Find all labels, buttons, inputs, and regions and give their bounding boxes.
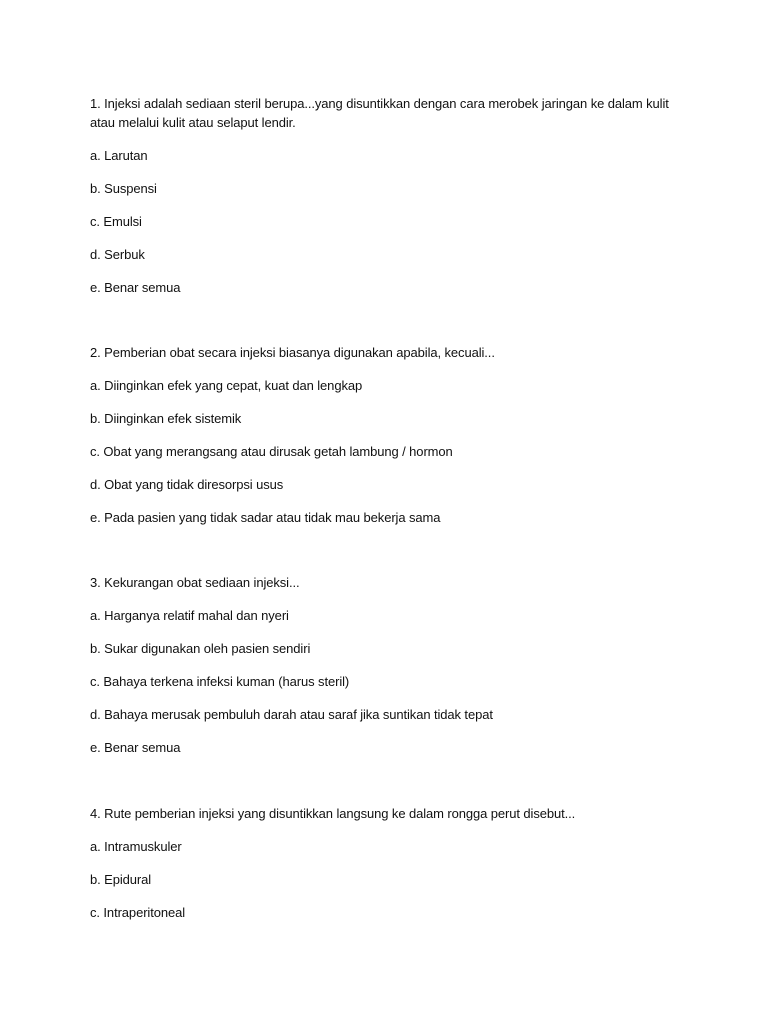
question-1-option-d: d. Serbuk bbox=[90, 247, 145, 262]
question-2-option-c: c. Obat yang merangsang atau dirusak getah lambung / hormon bbox=[90, 444, 453, 459]
question-2-option-a: a. Diinginkan efek yang cepat, kuat dan lengkap bbox=[90, 378, 363, 393]
question-4-option-c: c. Intraperitoneal bbox=[90, 905, 186, 920]
question-3-option-e: e. Benar semua bbox=[90, 740, 181, 755]
question-1-text: 1. Injeksi adalah sediaan steril berupa...yang disuntikkan dengan cara merobek jaringan ke dalam kulit atau melalui kulit atau selaput lendir. bbox=[90, 96, 669, 130]
question-3-text: 3. Kekurangan obat sediaan injeksi... bbox=[90, 575, 300, 590]
question-2-option-e: e. Pada pasien yang tidak sadar atau tidak mau bekerja sama bbox=[90, 510, 441, 525]
question-2-option-d: d. Obat yang tidak diresorpsi usus bbox=[90, 477, 284, 492]
question-3-option-d: d. Bahaya merusak pembuluh darah atau saraf jika suntikan tidak tepat bbox=[90, 707, 493, 722]
question-3-option-a: a. Harganya relatif mahal dan nyeri bbox=[90, 608, 289, 623]
question-2-option-b: b. Diinginkan efek sistemik bbox=[90, 411, 242, 426]
question-1-option-e: e. Benar semua bbox=[90, 280, 181, 295]
question-4-text: 4. Rute pemberian injeksi yang disuntikkan langsung ke dalam rongga perut disebut... bbox=[90, 806, 576, 821]
question-1-option-b: b. Suspensi bbox=[90, 181, 157, 196]
question-1 bbox=[90, 94, 690, 295]
question-2-text: 2. Pemberian obat secara injeksi biasanya digunakan apabila, kecuali... bbox=[90, 345, 495, 360]
question-1-option-c: c. Emulsi bbox=[90, 214, 142, 229]
question-3-option-b: b. Sukar digunakan oleh pasien sendiri bbox=[90, 641, 311, 656]
question-3-option-c: c. Bahaya terkena infeksi kuman (harus steril) bbox=[90, 674, 350, 689]
question-1-option-a: a. Larutan bbox=[90, 148, 148, 163]
question-4-option-b: b. Epidural bbox=[90, 872, 152, 887]
question-4-option-a: a. Intramuskuler bbox=[90, 839, 182, 854]
